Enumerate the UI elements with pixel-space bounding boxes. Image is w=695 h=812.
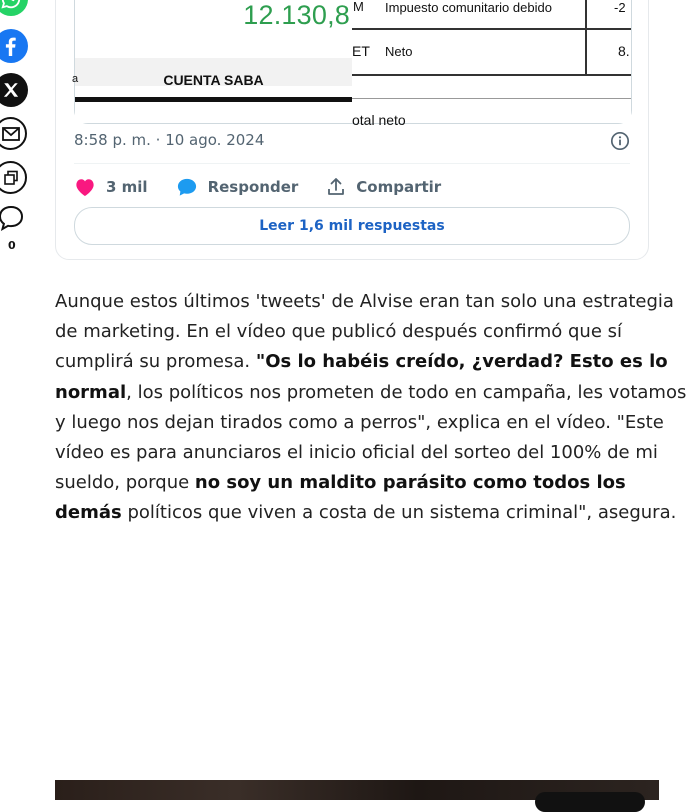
speech-bubble-icon [176,177,198,197]
row-label: Neto [385,44,413,59]
tweet-card [55,0,649,260]
share-rail [0,0,30,260]
article-image[interactable] [55,780,659,800]
tweet-divider [74,163,630,164]
mail-icon[interactable] [0,117,27,150]
row-value: 8. [618,43,630,59]
payslip-right [352,0,631,128]
article-paragraph [55,287,695,529]
payslip-left [72,0,352,123]
paragraph-text: , los políticos nos prometen de todo en campaña, les votamos y luego nos dejan tirados como a perros", explica en el vídeo. "Este vídeo es para anunciaros el inicio oficial del sorteo del 100% de mi sueldo, porque [55,381,687,494]
column-divider [585,0,587,74]
row-label: otal neto [352,112,406,128]
x-icon[interactable] [0,73,28,107]
image-overlay-pill [535,792,645,812]
reply-button[interactable] [176,177,299,197]
info-icon[interactable] [610,131,630,151]
row-code: ET [352,43,370,59]
like-count: 3 mil [106,178,148,196]
tweet-media[interactable] [72,0,632,128]
row-label: Impuesto comunitario debido [385,0,552,15]
payslip-amount: 12.130,8 [243,0,350,30]
paragraph-text: Aunque estos últimos 'tweets' de Alvise eran tan solo una estrategia de marketing. En el vídeo que publicó después confirmó que sí cumplirá su promesa. [55,291,674,373]
copy-icon[interactable] [0,161,27,194]
row-divider [352,74,631,76]
row-divider [352,28,631,30]
facebook-icon[interactable] [0,29,28,63]
black-bar [75,97,352,102]
payslip-fragment: a [72,73,79,85]
account-label: CUENTA SABA [163,72,264,88]
comment-icon[interactable] [0,203,26,233]
read-replies-button[interactable]: Leer 1,6 mil respuestas [74,207,630,245]
heart-icon [74,177,96,197]
share-icon [326,177,346,197]
paragraph-bold: no soy un maldito parásito como todos los demás [55,472,626,524]
row-code: M [353,0,364,14]
share-button[interactable] [326,177,441,197]
whatsapp-icon[interactable] [0,0,28,16]
paragraph-bold: "Os lo habéis creído, ¿verdad? Esto es lo normal [55,351,668,403]
row-value: -2 [614,0,626,15]
paragraph-text: políticos que viven a costa de un sistema criminal", asegura. [121,502,677,524]
comment-count: 0 [8,239,16,252]
row-divider [352,98,631,99]
tweet-timestamp[interactable]: 8:58 p. m. · 10 ago. 2024 [74,131,265,149]
share-label: Compartir [356,178,442,196]
like-button[interactable] [74,177,148,197]
tweet-actions [74,175,469,199]
reply-label: Responder [207,178,299,196]
